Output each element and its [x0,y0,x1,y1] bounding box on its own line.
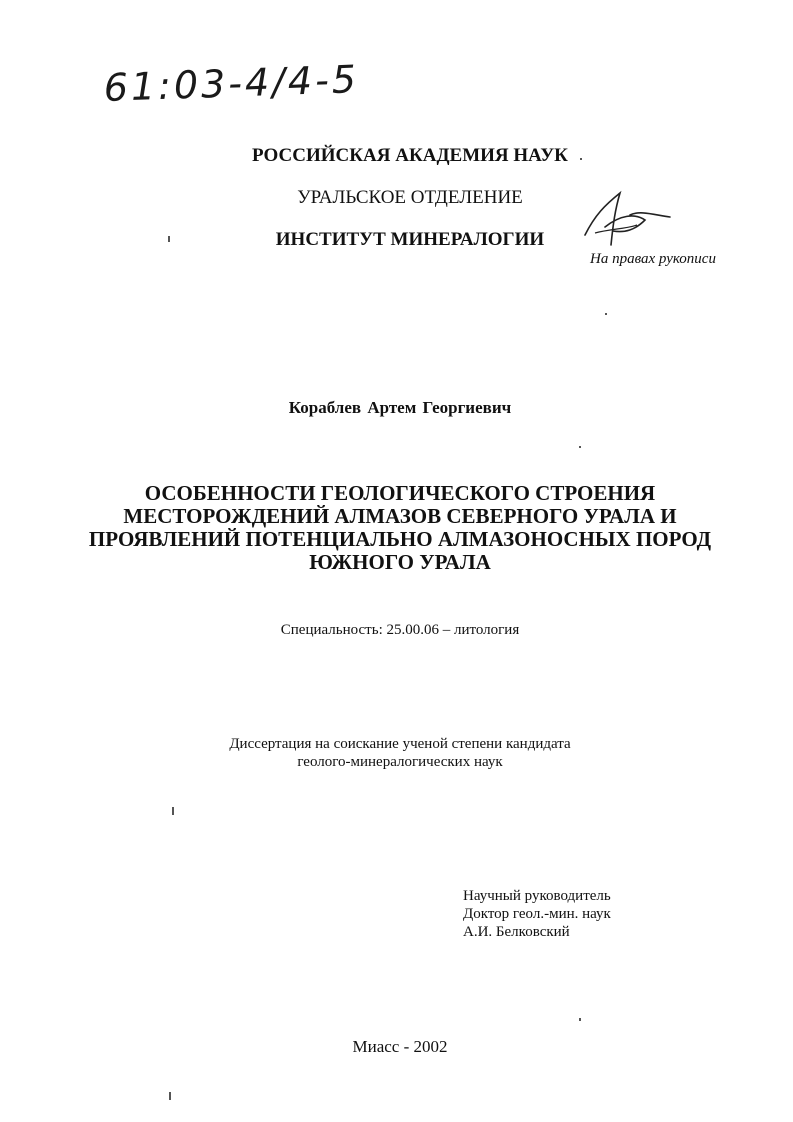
supervisor-role: Научный руководитель [463,888,611,904]
title-line: МЕСТОРОЖДЕНИЙ АЛМАЗОВ СЕВЕРНОГО УРАЛА И [123,504,677,528]
supervisor-degree: Доктор геол.-мин. наук [463,906,611,922]
supervisor-name: А.И. Белковский [463,924,570,940]
scan-speck [168,236,170,242]
branch-name: УРАЛЬСКОЕ ОТДЕЛЕНИЕ [297,187,523,208]
scan-speck [579,1018,581,1021]
manuscript-note: На правах рукописи [590,251,716,267]
author-name: Кораблев Артем Георгиевич [288,398,512,417]
title-line: ЮЖНОГО УРАЛА [309,550,491,574]
specialty: Специальность: 25.00.06 – литология [280,622,520,638]
handwritten-catalog-number: 61:03-4/4-5 [103,57,360,110]
city-year: Миасс - 2002 [352,1037,448,1056]
dissertation-title [60,482,740,574]
dissertation-degree [120,735,680,771]
title-line: ОСОБЕННОСТИ ГЕОЛОГИЧЕСКОГО СТРОЕНИЯ [144,481,656,505]
scan-speck [169,1092,171,1100]
academy-name: РОССИЙСКАЯ АКАДЕМИЯ НАУК [252,145,568,166]
scan-speck [580,158,582,160]
scan-speck [579,446,581,448]
institute-name: ИНСТИТУТ МИНЕРАЛОГИИ [275,229,545,250]
degree-line: Диссертация на соискание ученой степени кандидата [229,736,571,752]
supervisor-block [463,887,611,941]
degree-line: геолого-минералогических наук [297,754,503,770]
scan-speck [605,313,607,315]
signature-icon [575,185,675,255]
title-line: ПРОЯВЛЕНИЙ ПОТЕНЦИАЛЬНО АЛМАЗОНОСНЫХ ПОРОД [88,527,712,551]
scan-speck [172,807,174,815]
